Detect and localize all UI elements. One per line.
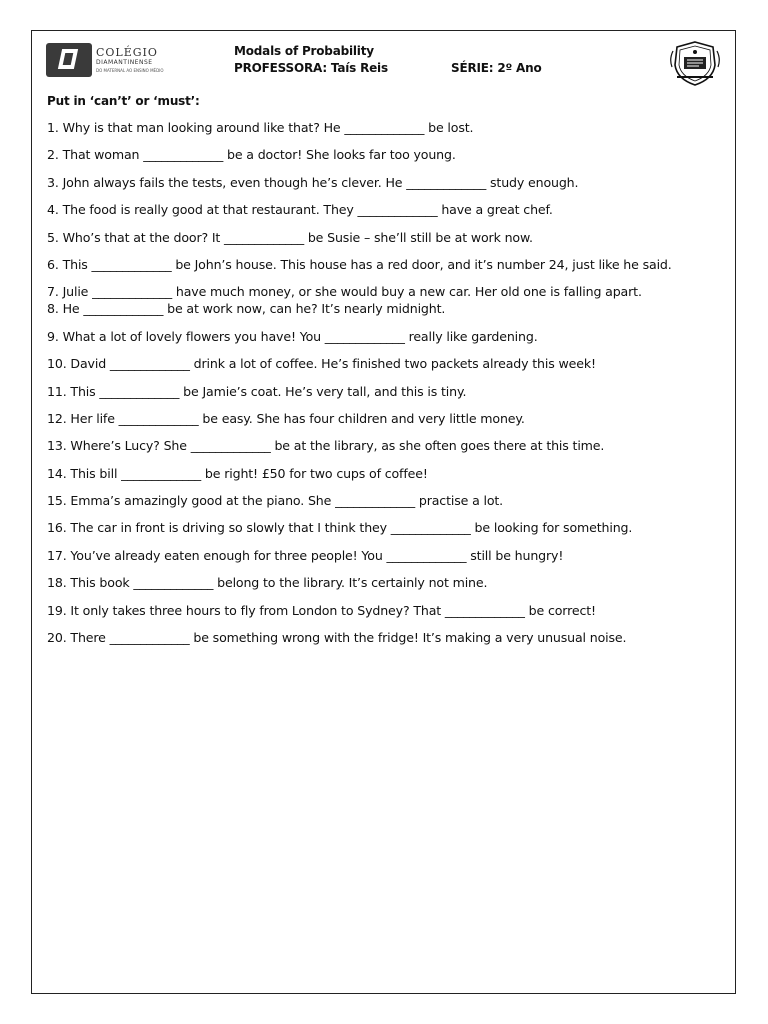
grade-level: SÉRIE: 2º Ano bbox=[451, 61, 542, 75]
exercise-item: 11. This _____________ be Jamie’s coat. He’s very tall, and this is tiny. bbox=[47, 383, 467, 399]
exercise-item: 6. This _____________ be John’s house. This house has a red door, and it’s number 24, just like he said. bbox=[47, 256, 672, 272]
exercise-item: 4. The food is really good at that restaurant. They _____________ have a great chef. bbox=[47, 202, 553, 218]
exercise-item: 13. Where’s Lucy? She _____________ be at the library, as she often goes there at this time. bbox=[47, 438, 605, 454]
exercise-item: 9. What a lot of lovely flowers you have! You _____________ really like gardening. bbox=[47, 328, 538, 344]
exercise-item: 3. John always fails the tests, even though he’s clever. He _____________ study enough. bbox=[47, 174, 579, 190]
worksheet-page bbox=[31, 30, 736, 994]
exercise-item: 20. There _____________ be something wrong with the fridge! It’s making a very unusual noise. bbox=[47, 630, 627, 646]
school-logo bbox=[46, 43, 176, 79]
school-crest-icon bbox=[669, 39, 721, 87]
school-name-sub: DIAMANTINENSE bbox=[96, 59, 153, 66]
exercise-item: 18. This book _____________ belong to the library. It’s certainly not mine. bbox=[47, 575, 488, 591]
school-logo-mark-icon bbox=[46, 43, 92, 77]
exercise-item: 2. That woman _____________ be a doctor! She looks far too young. bbox=[47, 147, 456, 163]
exercise-item: 10. David _____________ drink a lot of coffee. He’s finished two packets already this week! bbox=[47, 356, 596, 372]
school-name: COLÉGIO bbox=[96, 46, 158, 59]
exercise-item: 8. He _____________ be at work now, can he? It’s nearly midnight. bbox=[47, 301, 446, 317]
exercise-item: 12. Her life _____________ be easy. She has four children and very little money. bbox=[47, 410, 525, 426]
exercise-item: 14. This bill _____________ be right! £50 for two cups of coffee! bbox=[47, 465, 428, 481]
teacher-name: PROFESSORA: Taís Reis bbox=[234, 61, 388, 75]
header bbox=[32, 31, 735, 91]
exercise-item: 16. The car in front is driving so slowly that I think they _____________ be looking for something. bbox=[47, 520, 633, 536]
exercise-item: 19. It only takes three hours to fly from London to Sydney? That _____________ be correct! bbox=[47, 602, 596, 618]
exercise-item: 1. Why is that man looking around like that? He _____________ be lost. bbox=[47, 120, 474, 135]
worksheet-title: Modals of Probability bbox=[234, 44, 374, 58]
exercise-item: 7. Julie _____________ have much money, or she would buy a new car. Her old one is falling apart. bbox=[47, 284, 642, 300]
exercise-item: 17. You’ve already eaten enough for three people! You _____________ still be hungry! bbox=[47, 547, 564, 563]
exercise-item: 15. Emma’s amazingly good at the piano. She _____________ practise a lot. bbox=[47, 493, 504, 509]
exercise-list bbox=[47, 119, 727, 656]
exercise-item: 5. Who’s that at the door? It _____________ be Susie – she’ll still be at work now. bbox=[47, 229, 533, 245]
instruction: Put in ‘can’t’ or ‘must’: bbox=[47, 94, 200, 108]
school-tagline: DO MATERNAL AO ENSINO MÉDIO bbox=[96, 68, 164, 73]
